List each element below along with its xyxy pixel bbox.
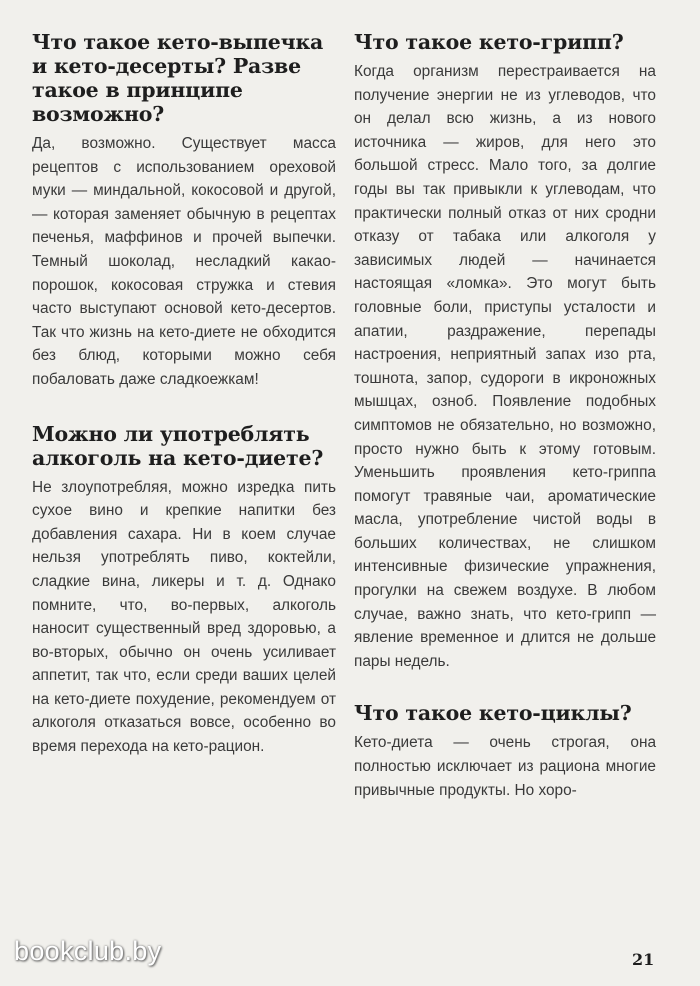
left-column bbox=[32, 30, 336, 759]
section-heading-alcohol: Можно ли употреблять алкоголь на кето-диете? bbox=[32, 421, 324, 470]
right-column bbox=[354, 30, 656, 802]
section-spacer bbox=[32, 392, 336, 422]
page-number: 21 bbox=[632, 950, 655, 969]
section-body-keto-desserts: Да, возможно. Существует масса рецептов с использованием ореховой муки — миндальной, кокосовой и другой, — которая заменяет обычную в рецептах печенья, маффинов и прочей выпечки. Темный шоколад, несладкий какао-порошок, кокосовая стружка и стевия часто выступают основой кето-десертов. Так что жизнь на кето-диете не обходится без блюд, которыми можно себя побаловать даже сладкоежкам! bbox=[32, 135, 336, 388]
section-body-keto-cycles: Кето-диета — очень строгая, она полностью исключает из рациона многие привычные продукты. Но хоро- bbox=[354, 734, 656, 799]
section-spacer bbox=[354, 673, 656, 701]
section-heading-keto-desserts: Что такое кето-выпечка и кето-десерты? Разве такое в принципе возможно? bbox=[32, 30, 324, 126]
section-body-alcohol: Не злоупотребляя, можно изредка пить сухое вино и крепкие напитки без добавления сахара. Ни в коем случае нельзя употреблять пиво, коктейли, сладкие вина, ликеры и т. д. Однако помните, что, во-первых, алкоголь наносит существенный вред здоровью, а во-вторых, обычно он очень усиливает аппетит, так что, если среди ваших целей на кето-диете похудение, рекомендуем от алкоголя отказаться вовсе, особенно во время перехода на кето-рацион. bbox=[32, 478, 336, 756]
section-heading-keto-cycles: Что такое кето-циклы? bbox=[354, 701, 632, 726]
watermark: bookclub.by bbox=[14, 936, 162, 966]
section-body-keto-flu: Когда организм перестраивается на получение энергии не из углеводов, что он делал всю жизнь, а из нового источника — жиров, для него это большой стресс. Мало того, за долгие годы вы так привыкли к углеводам, что практически полный отказ от них сродни отказу от табака или алкоголя у зависимых людей — начинается настоящая «ломка». Это могут быть головные боли, приступы усталости и апатии, раздражение, перепады настроения, неприятный запах изо рта, тошнота, запор, судороги в икроножных мышцах, озноб. Появление подобных симптомов не обязательно, но возможно, просто нужно быть к этому готовым. Уменьшить проявления кето-гриппа помогут травяные чаи, ароматические масла, употребление чистой воды в больших количествах, не слишком интенсивные физические упражнения, прогулки на свежем воздухе. В любом случае, важно знать, что кето-грипп — явление временное и длится не дольше пары недель. bbox=[354, 63, 656, 670]
section-heading-keto-flu: Что такое кето-грипп? bbox=[354, 30, 624, 54]
